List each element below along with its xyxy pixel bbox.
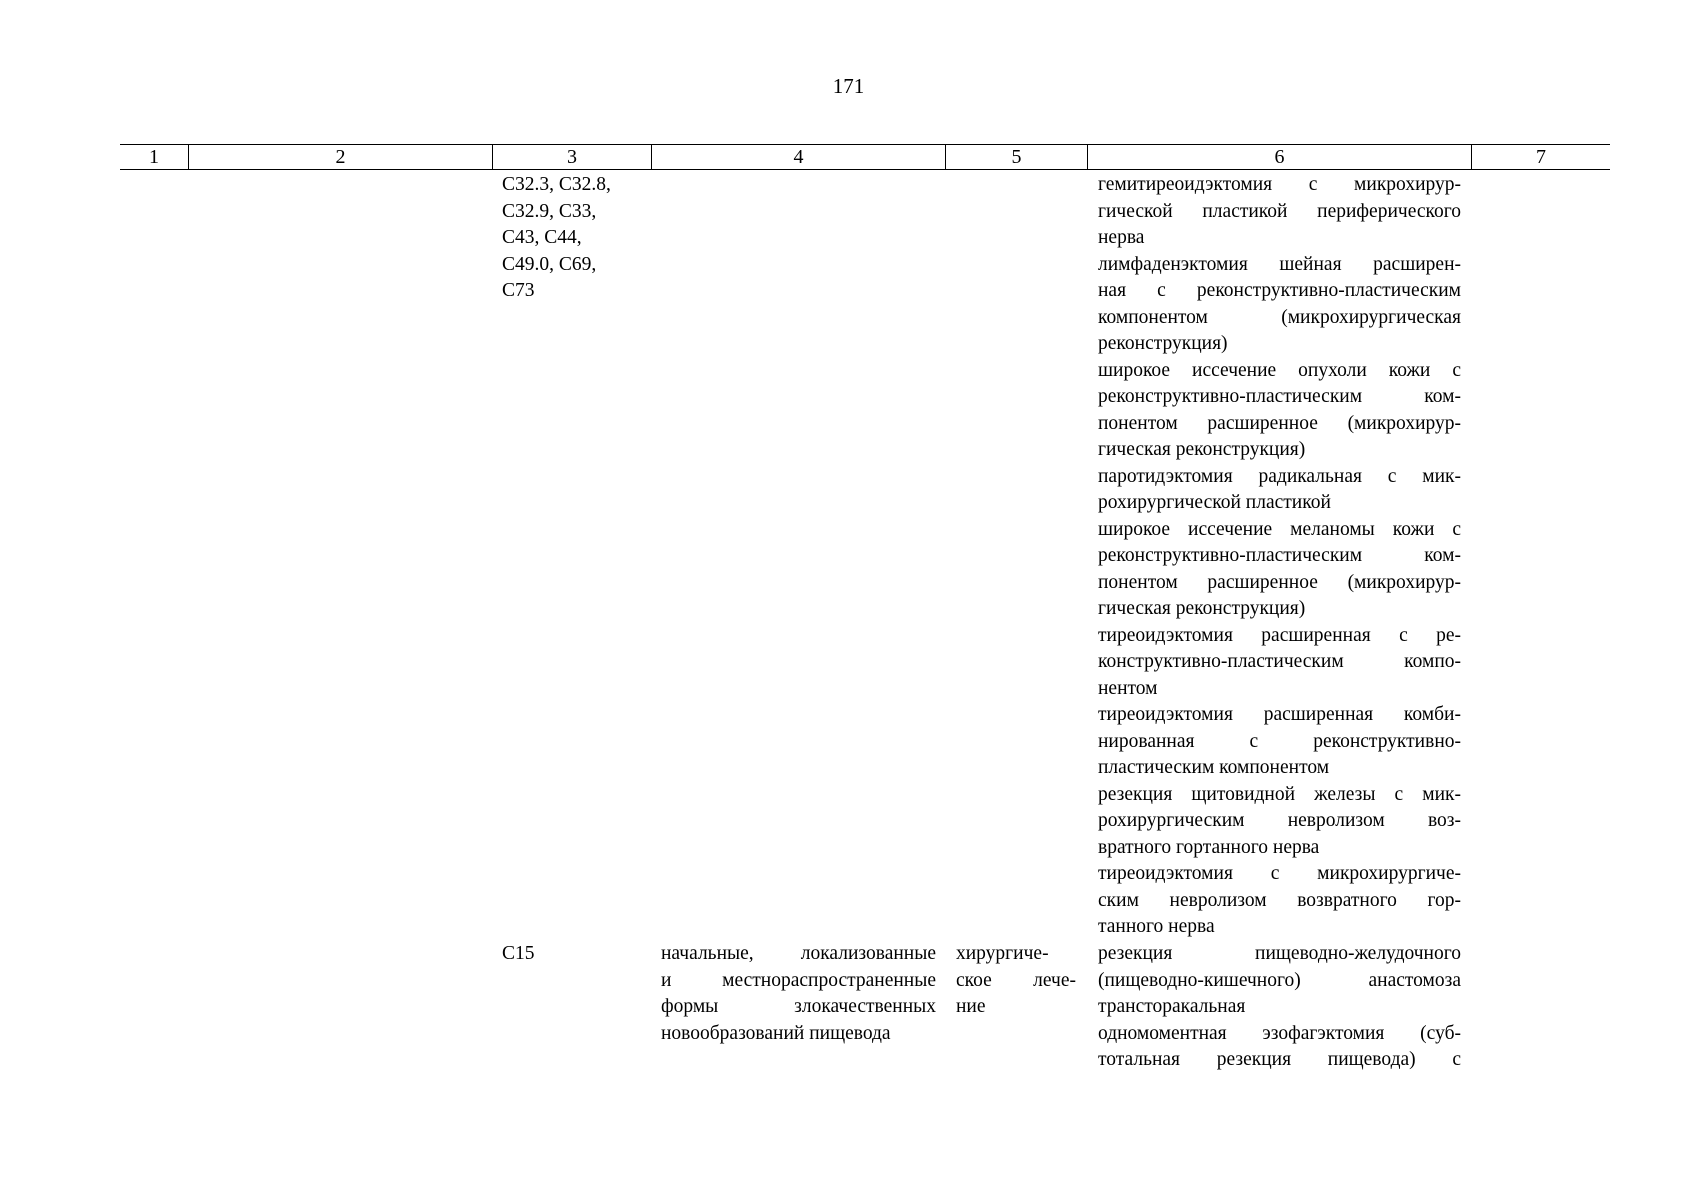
- method-line: компонентом (микрохирургическая: [1098, 306, 1461, 328]
- method-line: тиреоидэктомия с микрохирургиче-: [1098, 863, 1461, 884]
- method-line: реконструктивно-пластическим ком-: [1098, 545, 1461, 566]
- code-line: С15: [502, 943, 535, 964]
- header-col-5: 5: [945, 145, 1087, 169]
- code-line: С32.3, С32.8,: [502, 174, 611, 195]
- treatment-line: ние: [956, 996, 986, 1017]
- method-line: рохирургической пластикой: [1098, 492, 1331, 513]
- row2-col5-treatment: [956, 941, 1076, 1021]
- header-col-1: 1: [149, 146, 159, 168]
- code-line: С32.9, С33,: [502, 200, 597, 222]
- method-line: понентом расширенное (микрохирур-: [1098, 412, 1461, 434]
- method-line: лимфаденэктомия шейная расширен-: [1098, 253, 1461, 275]
- row2-col3-codes: [502, 941, 642, 968]
- header-col-2: 2: [188, 145, 492, 169]
- method-line: гической пластикой периферического: [1098, 200, 1461, 222]
- method-line: тиреоидэктомия расширенная с ре-: [1098, 624, 1461, 646]
- method-line: паротидэктомия радикальная с мик-: [1098, 465, 1461, 487]
- header-col-3: 3: [492, 145, 651, 169]
- header-col-6: 6: [1087, 145, 1471, 169]
- method-line: резекция пищеводно-желудочного: [1098, 943, 1461, 964]
- method-line: одномоментная эзофагэктомия (суб-: [1098, 1022, 1461, 1044]
- method-line: нированная с реконструктивно-: [1098, 730, 1461, 752]
- row2-col6-methods: [1098, 941, 1461, 1074]
- method-line: широкое иссечение опухоли кожи с: [1098, 359, 1461, 381]
- method-line: широкое иссечение меланомы кожи с: [1098, 518, 1461, 540]
- method-line: гемитиреоидэктомия с микрохирур-: [1098, 174, 1461, 195]
- method-line: тиреоидэктомия расширенная комби-: [1098, 704, 1461, 725]
- treatment-line: хирургиче-: [956, 943, 1049, 964]
- table-header-row: [120, 144, 1610, 170]
- row2-col4-model: [661, 941, 936, 1047]
- method-line: ная с реконструктивно-пластическим: [1098, 280, 1461, 301]
- model-line: новообразований пищевода: [661, 1022, 891, 1044]
- model-line: и местнораспространенные: [661, 969, 936, 991]
- method-line: (пищеводно-кишечного) анастомоза: [1098, 969, 1461, 991]
- model-line: формы злокачественных: [661, 996, 936, 1017]
- method-line: гическая реконструкция): [1098, 439, 1306, 460]
- treatment-line: ское лече-: [956, 969, 1076, 991]
- header-col-7: 7: [1471, 145, 1610, 169]
- method-line: нерва: [1098, 227, 1145, 248]
- method-line: реконструктивно-пластическим ком-: [1098, 386, 1461, 407]
- method-line: тотальная резекция пищевода) с: [1098, 1049, 1461, 1070]
- method-line: конструктивно-пластическим компо-: [1098, 651, 1461, 672]
- code-line: С43, С44,: [502, 227, 582, 248]
- method-line: танного нерва: [1098, 916, 1215, 937]
- model-line: начальные, локализованные: [661, 943, 936, 964]
- code-line: С73: [502, 280, 535, 301]
- method-line: трансторакальная: [1098, 996, 1246, 1017]
- row1-col6-methods: [1098, 172, 1461, 941]
- row1-col3-codes: [502, 172, 642, 305]
- code-line: С49.0, С69,: [502, 253, 597, 275]
- method-line: вратного гортанного нерва: [1098, 836, 1320, 858]
- method-line: пластическим компонентом: [1098, 757, 1330, 778]
- method-line: резекция щитовидной железы с мик-: [1098, 783, 1461, 805]
- page-number: 171: [832, 74, 865, 98]
- method-line: понентом расширенное (микрохирур-: [1098, 571, 1461, 593]
- method-line: нентом: [1098, 677, 1158, 699]
- method-line: рохирургическим невролизом воз-: [1098, 810, 1461, 831]
- method-line: реконструкция): [1098, 333, 1228, 354]
- header-col-4: 4: [651, 145, 945, 169]
- method-line: гическая реконструкция): [1098, 598, 1306, 619]
- method-line: ским невролизом возвратного гор-: [1098, 889, 1461, 911]
